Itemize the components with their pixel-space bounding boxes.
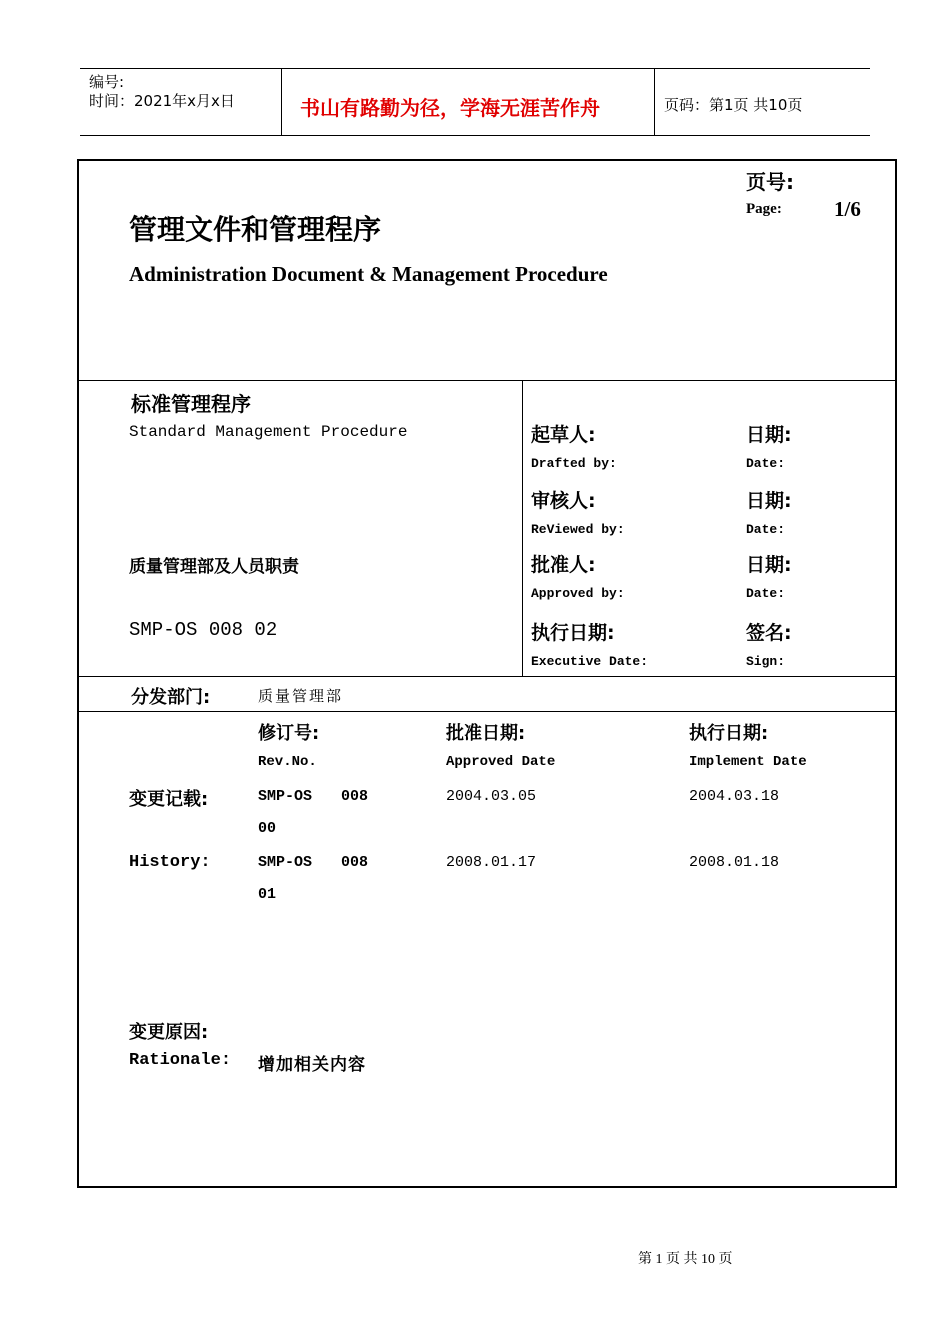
document-title-en: Administration Document & Management Procedure xyxy=(129,262,608,286)
date3-label-cn: 日期: xyxy=(746,554,792,576)
sign-label-en: Sign: xyxy=(746,654,786,669)
header-page-info: 页码：第1页 共10页 xyxy=(664,96,803,114)
history-label-cn: 变更记载: xyxy=(129,789,209,810)
header-number-label: 编号: xyxy=(89,73,125,91)
date3-label-en: Date: xyxy=(746,586,786,601)
rev-number: 008 xyxy=(341,854,369,871)
rev-prefix: SMP-OS xyxy=(258,788,313,805)
history-label-en: History: xyxy=(129,853,211,872)
approved-date: 2008.01.17 xyxy=(446,854,537,871)
page-footer: 第 1 页 共 10 页 xyxy=(638,1252,733,1267)
header-motto: 书山有路勤为径，学海无涯苦作舟 xyxy=(300,96,600,120)
reviewer-label-en: ReViewed by: xyxy=(531,522,625,537)
implement-date: 2004.03.18 xyxy=(689,788,780,805)
rev-number: 008 xyxy=(341,788,369,805)
page-label-cn: 页号: xyxy=(746,170,794,194)
procedure-title-cn: 标准管理程序 xyxy=(131,392,251,416)
distribution-value: 质量管理部 xyxy=(258,687,344,705)
drafter-label-cn: 起草人: xyxy=(531,424,596,446)
rationale-value: 增加相关内容 xyxy=(258,1055,366,1075)
header-time-label: 时间：2021年x月x日 xyxy=(89,92,235,110)
procedure-title-en: Standard Management Procedure xyxy=(129,423,408,441)
page-label-en: Page: xyxy=(746,201,782,217)
approver-label-cn: 批准人: xyxy=(531,554,596,576)
exec-date-label-cn: 执行日期: xyxy=(531,622,615,644)
date1-label-cn: 日期: xyxy=(746,424,792,446)
col-rev-cn: 修订号: xyxy=(258,723,320,744)
approver-label-en: Approved by: xyxy=(531,586,625,601)
sign-label-cn: 签名: xyxy=(746,622,792,644)
distribution-label: 分发部门: xyxy=(131,687,211,708)
date1-label-en: Date: xyxy=(746,456,786,471)
exec-date-label-en: Executive Date: xyxy=(531,654,649,669)
rev-suffix: 00 xyxy=(258,820,277,837)
procedure-subject: 质量管理部及人员职责 xyxy=(129,557,299,577)
document-title-cn: 管理文件和管理程序 xyxy=(129,213,382,246)
drafter-label-en: Drafted by: xyxy=(531,456,617,471)
col-approved-en: Approved Date xyxy=(446,754,556,770)
rev-prefix: SMP-OS xyxy=(258,854,313,871)
approved-date: 2004.03.05 xyxy=(446,788,537,805)
reviewer-label-cn: 审核人: xyxy=(531,490,596,512)
col-approved-cn: 批准日期: xyxy=(446,723,526,744)
date2-label-cn: 日期: xyxy=(746,490,792,512)
rationale-label-cn: 变更原因: xyxy=(129,1022,209,1043)
implement-date: 2008.01.18 xyxy=(689,854,780,871)
page-value: 1/6 xyxy=(834,197,861,221)
date2-label-en: Date: xyxy=(746,522,786,537)
col-impl-en: Implement Date xyxy=(689,754,807,770)
rev-suffix: 01 xyxy=(258,886,277,903)
col-rev-en: Rev.No. xyxy=(258,754,317,770)
procedure-code: SMP-OS 008 02 xyxy=(129,619,278,641)
col-impl-cn: 执行日期: xyxy=(689,723,769,744)
rationale-label-en: Rationale: xyxy=(129,1051,232,1070)
